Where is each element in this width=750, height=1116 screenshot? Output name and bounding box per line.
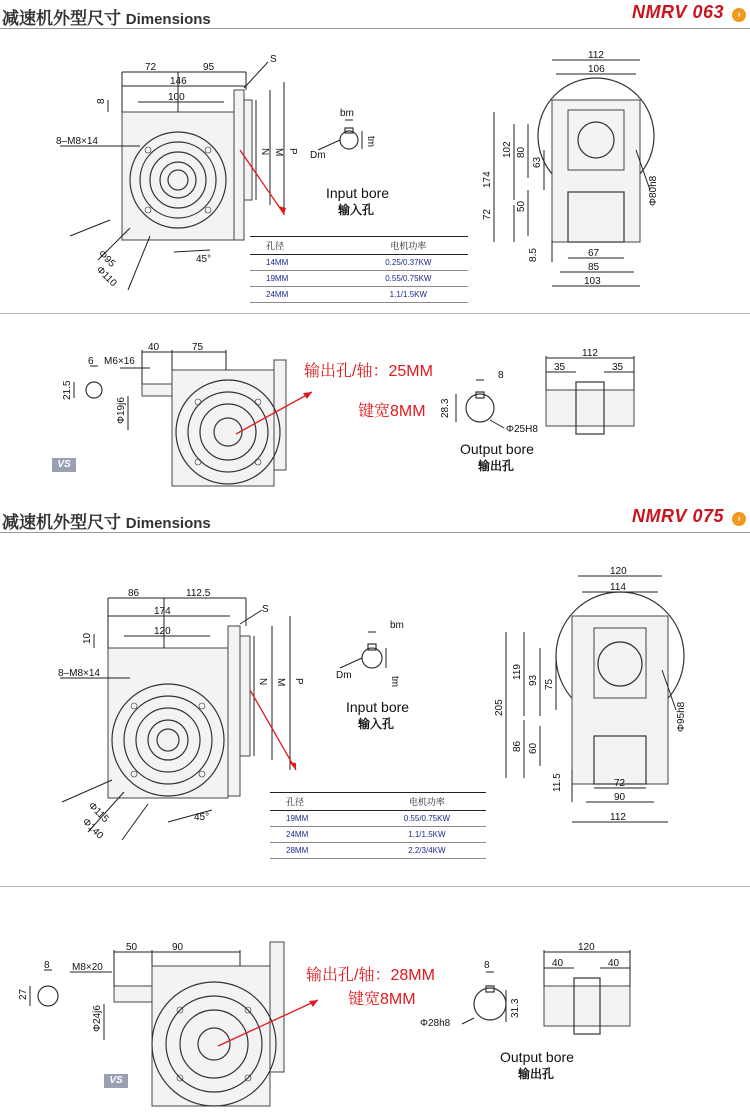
input-bore-label-en: Input bore <box>346 699 410 715</box>
input-bore-075 <box>340 632 386 668</box>
output-phi: Φ28h8 <box>420 1018 451 1029</box>
input-Dm: Dm <box>310 150 326 161</box>
label-M: M <box>273 148 284 157</box>
table-cell: 24MM <box>250 287 349 303</box>
table-cell: 0.55/0.75KW <box>368 811 486 827</box>
input-tm: tm <box>389 676 400 688</box>
dim-120: 120 <box>154 626 171 637</box>
dim-100: 100 <box>168 92 185 103</box>
output-phi: Φ25H8 <box>506 424 538 435</box>
output-bore-label-cn: 输出孔 <box>518 1067 555 1081</box>
output-bore-label-en: Output bore <box>460 441 534 457</box>
vs-badge: VS <box>52 458 76 472</box>
side-w67: 67 <box>588 248 600 259</box>
dim-72: 72 <box>145 62 157 73</box>
table-cell: 19MM <box>250 271 349 287</box>
rear-thread: M8×20 <box>72 962 103 973</box>
label-S: S <box>270 54 277 65</box>
output-shaft-note: 输出孔/轴：28MM <box>306 967 435 984</box>
rear-thread: M6×16 <box>104 356 135 367</box>
title-english: Dimensions <box>125 11 211 28</box>
side-h72: 72 <box>482 208 493 220</box>
rear-d50: 50 <box>126 942 138 953</box>
table-row <box>250 271 468 287</box>
rear-d8: 8 <box>44 960 50 971</box>
section-divider <box>0 313 750 314</box>
label-N: N <box>257 678 268 686</box>
side-h63: 63 <box>532 156 543 168</box>
dim-phi140: Φ140 <box>79 816 106 842</box>
table-cell: 1.1/1.5KW <box>349 287 468 303</box>
header-rule <box>0 532 750 533</box>
dim-146: 146 <box>170 76 187 87</box>
drawing-nmrv063-bottom <box>0 320 750 490</box>
side-w85: 85 <box>588 262 600 273</box>
dim-angle: 45° <box>194 812 210 823</box>
dim-phi110: Φ110 <box>93 264 119 290</box>
output-w120: 120 <box>578 942 595 953</box>
title-english: Dimensions <box>125 515 211 532</box>
rear-phi: Φ19j6 <box>116 397 127 424</box>
table-cell: 2.2/3/4KW <box>368 843 486 859</box>
output-bore-label-en: Output bore <box>500 1049 574 1065</box>
dim-10: 10 <box>82 632 93 644</box>
rear-phi: Φ24j6 <box>92 1005 103 1032</box>
label-P: P <box>293 678 304 685</box>
dim-95: 95 <box>203 62 215 73</box>
side-h205: 205 <box>494 699 505 716</box>
table-header: 电机功率 <box>368 793 486 811</box>
power-table-063 <box>250 236 468 303</box>
output-w35b: 35 <box>612 362 624 373</box>
key-width-note: 键宽8MM <box>348 991 416 1008</box>
title-chinese: 减速机外型尺寸 <box>2 513 121 532</box>
side-w120: 120 <box>610 566 627 577</box>
power-table-075 <box>270 792 486 859</box>
table-cell: 14MM <box>250 255 349 271</box>
dim-phi95: Φ95 <box>95 248 118 270</box>
rear-d215: 21.5 <box>62 380 73 400</box>
output-d8: 8 <box>498 370 504 381</box>
model-badge: NMRV 075 <box>631 506 724 526</box>
output-d283: 28.3 <box>440 398 451 418</box>
side-w112: 112 <box>588 50 604 61</box>
side-phi: Φ80h8 <box>648 175 659 206</box>
rear-d75: 75 <box>192 342 204 353</box>
section-divider <box>0 886 750 887</box>
bolt-spec: 8–M8×14 <box>58 668 100 679</box>
dim-86: 86 <box>128 588 140 599</box>
key-width-note: 键宽8MM <box>358 403 426 420</box>
output-d8: 8 <box>484 960 490 971</box>
chevron-right-icon[interactable]: › <box>732 512 746 526</box>
side-h86: 86 <box>512 740 523 752</box>
table-cell: 0.25/0.37KW <box>349 255 468 271</box>
dim-phi115: Φ115 <box>85 800 111 826</box>
table-cell: 19MM <box>270 811 368 827</box>
table-cell: 24MM <box>270 827 368 843</box>
rear-d27: 27 <box>18 988 29 1000</box>
table-row <box>270 811 486 827</box>
table-header: 孔径 <box>270 793 368 811</box>
side-w106: 106 <box>588 64 605 75</box>
table-cell: 28MM <box>270 843 368 859</box>
bolt-spec: 8–M8×14 <box>56 136 98 147</box>
section-title <box>2 508 211 533</box>
label-M: M <box>275 678 286 687</box>
side-h50: 50 <box>516 200 527 212</box>
input-bm: bm <box>390 620 404 631</box>
dim-angle: 45° <box>196 254 212 265</box>
output-bore-063 <box>456 356 634 434</box>
side-h102: 102 <box>502 141 513 158</box>
table-header: 电机功率 <box>349 237 468 255</box>
rear-d40: 40 <box>148 342 160 353</box>
side-h60: 60 <box>528 742 539 754</box>
table-cell: 0.55/0.75KW <box>349 271 468 287</box>
side-h75: 75 <box>544 678 555 690</box>
output-w35a: 35 <box>554 362 566 373</box>
rear-view-063 <box>74 350 312 486</box>
output-w40b: 40 <box>608 958 620 969</box>
dim-174: 174 <box>154 606 171 617</box>
section-header-nmrv075 <box>0 504 750 536</box>
table-row <box>250 287 468 303</box>
input-bore-063 <box>318 120 362 150</box>
model-badge: NMRV 063 <box>631 2 724 22</box>
table-cell: 1.1/1.5KW <box>368 827 486 843</box>
label-P: P <box>287 148 298 155</box>
side-w90: 90 <box>614 792 626 803</box>
input-tm: tm <box>365 136 376 148</box>
dim-112-5: 112.5 <box>186 588 211 599</box>
side-phi: Φ95h8 <box>676 701 687 732</box>
table-row <box>270 843 486 859</box>
rear-d90: 90 <box>172 942 184 953</box>
table-row <box>270 827 486 843</box>
side-h115: 11.5 <box>552 773 563 792</box>
title-chinese: 减速机外型尺寸 <box>2 9 121 28</box>
input-bore-label-en: Input bore <box>326 185 390 201</box>
output-bore-label-cn: 输出孔 <box>478 459 515 473</box>
side-h119: 119 <box>512 664 523 680</box>
output-shaft-note: 输出孔/轴：25MM <box>304 363 433 380</box>
chevron-right-icon[interactable]: › <box>732 8 746 22</box>
side-h174: 174 <box>482 171 493 188</box>
output-w112: 112 <box>582 348 598 359</box>
input-bm: bm <box>340 108 354 119</box>
output-w40a: 40 <box>552 958 564 969</box>
label-S: S <box>262 604 269 615</box>
rear-d6: 6 <box>88 356 94 367</box>
side-w103: 103 <box>584 276 601 287</box>
label-N: N <box>259 148 270 156</box>
side-w114: 114 <box>610 582 626 593</box>
output-d313: 31.3 <box>510 998 521 1018</box>
input-Dm: Dm <box>336 670 352 681</box>
input-bore-label-cn: 输入孔 <box>358 717 395 731</box>
side-view-075 <box>506 576 684 822</box>
side-h80: 80 <box>516 146 527 158</box>
side-h85: 8.5 <box>528 248 539 262</box>
input-bore-label-cn: 输入孔 <box>338 203 375 217</box>
side-view-063 <box>494 60 654 286</box>
table-header: 孔径 <box>250 237 349 255</box>
vs-badge: VS <box>104 1074 128 1088</box>
dim-8: 8 <box>96 98 107 104</box>
side-w72: 72 <box>614 778 626 789</box>
side-w112: 112 <box>610 812 626 823</box>
table-row <box>250 255 468 271</box>
side-h93: 93 <box>528 674 539 686</box>
